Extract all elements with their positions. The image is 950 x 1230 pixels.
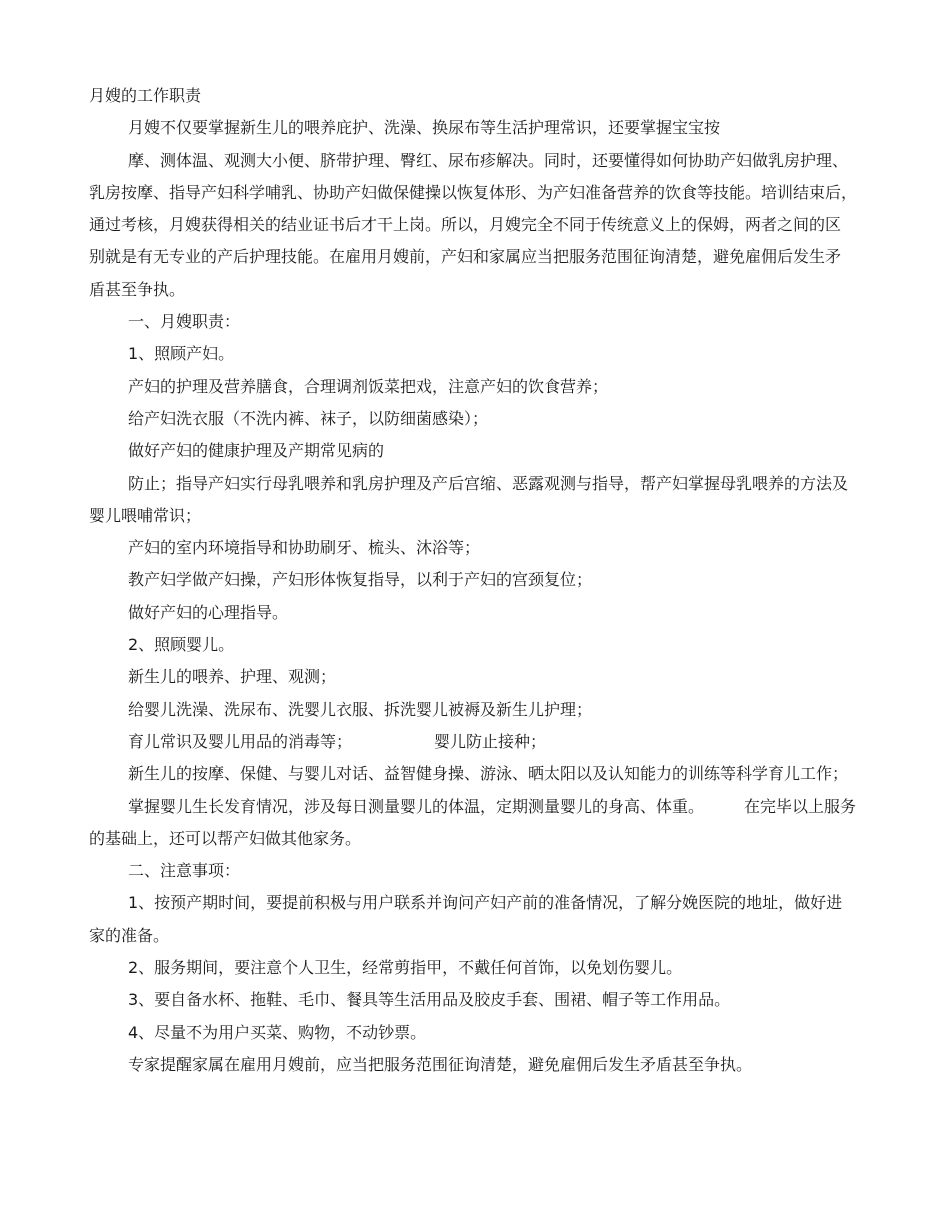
part1-item: 做好产妇的健康护理及产期常见病的 [128,441,385,461]
part2-split-a: 育儿常识及婴儿用品的消毒等； [128,731,353,751]
document-title: 月嫂的工作职责 [89,86,202,105]
part2-item: 新生儿的按摩、保健、与婴儿对话、益智健身操、游泳、晒太阳以及认知能力的训练等科学育儿工作； [128,764,849,784]
notice-item: 2、服务期间，要注意个人卫生，经常剪指甲，不戴任何首饰，以免划伤婴儿。 [128,958,683,978]
intro-line: 乳房按摩、指导产妇科学哺乳、协助产妇做保健操以恢复体形、为产妇准备营养的饮食等技能。培训结束后， [89,182,858,202]
part2-heading: 2、照顾婴儿。 [128,635,235,655]
intro-line: 月嫂不仅要掌握新生儿的喂养庇护、洗澡、换尿布等生活护理常识，还要掌握宝宝按 [128,118,721,138]
closing-note: 专家提醒家属在雇用月嫂前，应当把服务范围征询清楚，避免雇佣后发生矛盾甚至争执。 [128,1054,753,1074]
part1-item-continued: 防止；指导产妇实行母乳喂养和乳房护理及产后宫缩、恶露观测与指导，帮产妇掌握母乳喂养的方法及 [128,473,849,493]
document-page [89,80,871,1081]
notice-item: 1、按预产期时间，要提前积极与用户联系并询问产妇产前的准备情况，了解分娩医院的地址，做好进 [128,893,843,913]
part2-item-split [89,726,871,758]
part2-growth-b: 在完毕以上服务 [744,796,857,816]
part2-item: 新生儿的喂养、护理、观测； [128,667,337,687]
part2-item: 给婴儿洗澡、洗尿布、洗婴儿衣服、拆洗婴儿被褥及新生儿护理； [128,699,593,719]
part1-item: 产妇的护理及营养膳食，合理调剂饭菜把戏，注意产妇的饮食营养； [128,376,609,396]
part1-heading: 1、照顾产妇。 [128,344,235,364]
intro-line: 通过考核，月嫂获得相关的结业证书后才干上岗。所以，月嫂完全不同于传统意义上的保姆，两者之间的区 [89,215,842,235]
notice-item: 4、尽量不为用户买菜、购物，不动钞票。 [128,1022,427,1042]
part2-split-b: 婴儿防止接种； [434,731,547,751]
intro-line: 摩、测体温、观测大小便、脐带护理、臀红、尿布疹解决。同时，还要懂得如何协助产妇做乳房护理、 [128,150,849,170]
part1-item: 教产妇学做产妇操，产妇形体恢复指导，以利于产妇的宫颈复位； [128,570,593,590]
part1-item: 做好产妇的心理指导。 [128,602,289,622]
part2-growth-a: 掌握婴儿生长发育情况，涉及每日测量婴儿的体温，定期测量婴儿的身高、体重。 [128,796,705,816]
intro-line: 别就是有无专业的产后护理技能。在雇用月嫂前，产妇和家属应当把服务范围征询清楚，避免雇佣后发生矛 [89,247,842,267]
section2-heading: 二、注意事项： [128,861,241,881]
part1-item: 给产妇洗衣服（不洗内裤、袜子，以防细菌感染）； [128,408,489,428]
notice-item-continued: 家的准备。 [89,925,170,945]
part1-item-continued: 婴儿喂哺常识； [89,505,202,525]
part2-growth-line [89,791,871,823]
part2-growth-continued: 的基础上，还可以帮产妇做其他家务。 [89,828,362,848]
intro-line: 盾甚至争执。 [89,279,186,299]
part1-item: 产妇的室内环境指导和协助刷牙、梳头、沐浴等； [128,538,481,558]
notice-item: 3、要自备水杯、拖鞋、毛巾、餐具等生活用品及胶皮手套、围裙、帽子等工作用品。 [128,990,731,1010]
section1-heading: 一、月嫂职责： [128,312,241,332]
